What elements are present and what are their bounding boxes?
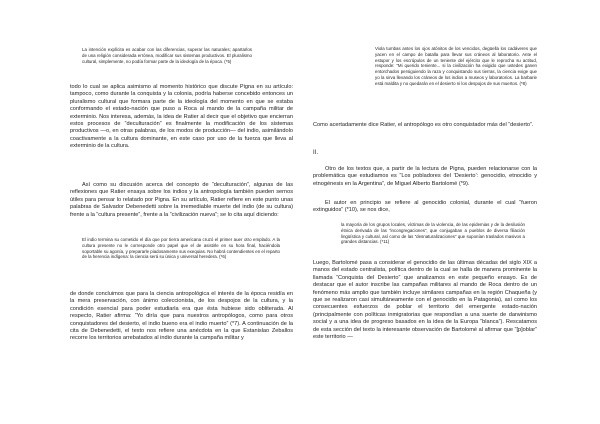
block-quote: La intención explícita es acabar con las diferencias, superar las naturales; apartarlos de una religión considerada errónea, modificar sus sistemas productivos. El pluralismo cultural, simplemente, no podía formar parte de la ideología de la época. (*5) [82, 47, 252, 64]
paragraph: todo lo cual se aplica asimismo al momento histórico que discute Pigna en su artículo: tampoco, como durante la conquista y la colonia, podría haberse concebido entonces un pluralismo cultural que formara parte de la ideología del momento en que se estaba conformando el estado-nación que puso a Roca al mando de la campaña militar de exterminio. Nos interesa, además, la idea de Ratier al decir que el objetivo que encierran estos procesos de “deculturación” es finalmente la modificación de los sistemas productivos —o, en otras palabras, de los modos de producción— del indio, asimilándolo coactivamente a la cultura dominante, en este caso por uso de la fuerza que lleva al exterminio de la cultura. [70, 84, 293, 150]
paragraph: El autor en principio se refiere al genocidio colonial, durante el cual “fueron extinguidos” (*10), se nos dice, [313, 200, 537, 214]
paragraph: Como acertadamente dice Ratier, el antropólogo es otro conquistador más del “desierto”. [313, 122, 534, 128]
section-heading: II. [313, 150, 319, 156]
paragraph: de donde concluimos que para la ciencia antropológica el interés de la época residía en la mera preservación, con ánimo coleccionista, de los despojos de la cultura, y la condición esencial para poder estudiarla era que ésta hubiese sido obliterada. Al respecto, Ratier afirma: “Yo diría que para nuestros antropólogos, como para otros conquistadores del desierto, el indio bueno era el indio muerto” (*7). A continuación de la cita de Debenedetti, el texto nos refiere una anécdota en la que Estanislao Zeballos recorre los territorios arrebatados al indio durante la campaña militar y [70, 291, 293, 342]
paragraph: Luego, Bartolomé pasa a considerar el genocidio de las últimas décadas del siglo XIX a manos del estado centralista, política dentro de la cual se halla de manera prominente la llamada “Conquista del Desierto” que analizamos en este pequeño ensayo. Es de destacar que el autor inscribe las campañas militares al mando de Roca dentro de un fenómeno más amplio que también incluye similares campañas en la región Chaqueña (y que se realizaron casi simultáneamente con el genocidio en la Patagonia), así como los consecuentes esfuerzos de poblar el territorio del emergente estado-nación (principalmente con políticas inmigratorias que respondían a una suerte de darwinismo social y a una idea de progreso basados en la idea de la Europa “blanca”). Rescatamos de esta sección del texto la interesante observación de Bartolomé al afirmar que “[p]oblar” este territorio — [313, 260, 537, 341]
paragraph: Otro de los textos que, a partir de la lectura de Pigna, pueden relacionarse con la problemática que estudiamos es “Los pobladores del ‘Desierto’: genocidio, etnocidio y etnogénesis en la Argentina”, de Miguel Alberto Bartolomé (*9). [313, 166, 537, 187]
block-quote: Viola tumbas antes los ojos atónitos de los vencidos, degüella los cadáveres que yacen en el campo de batalla para llevar sus cráneos al laboratorio. Ante el estupor y los escrúpulos de un teniente del ejército que le reprocha su actitud, responde: “Mi querido teniente... si la civilización ha exigido que ustedes ganen entorchados persiguiendo la raza y conquistando sus tierras, la ciencia exige que yo la sirva llevando los cráneos de los indios a museos y laboratorios. La barbarie está maldita y no quedarán en el desierto ni los despojos de sus muertos. (*8) [375, 46, 537, 86]
block-quote: la mayoría de los grupos locales, víctimas de la violencia, de las epidemias y de la desilusión étnica derivada de las “incongregaciones”, que conjugaban a pueblos de diversa filiación lingüística y cultural, así como de las “desnaturalizaciones” que suponían traslados masivos a grandes distancias. (*11) [341, 222, 525, 245]
block-quote: El indio termina su cometido el día que por tierra americana cruzó el primer auer otro emplado. A la cultura presente no le corresponde otro papel que el de asistirle en su hora final, haciéndola soportable su agonía, y prepararle piadosamente sus exequias. No habrá contendientes en el reparto de la herencia indígena: la ciencia será su única y universal heredera. (*6) [82, 237, 280, 260]
paragraph: Así como su discusión acerca del concepto de “deculturación”, algunas de las reflexiones que Ratier ensaya sobre los indios y la antropología también pueden sernos útiles para pensar lo relatado por Pigna. En su artículo, Ratier refiere en este punto unas palabras de Salvador Debenedetti sobre la irremediable muerte del indio (de su cultura) frente a la “cultura presente”, frente a la “civilización nueva”; se lo cita aquí diciendo: [70, 182, 293, 218]
